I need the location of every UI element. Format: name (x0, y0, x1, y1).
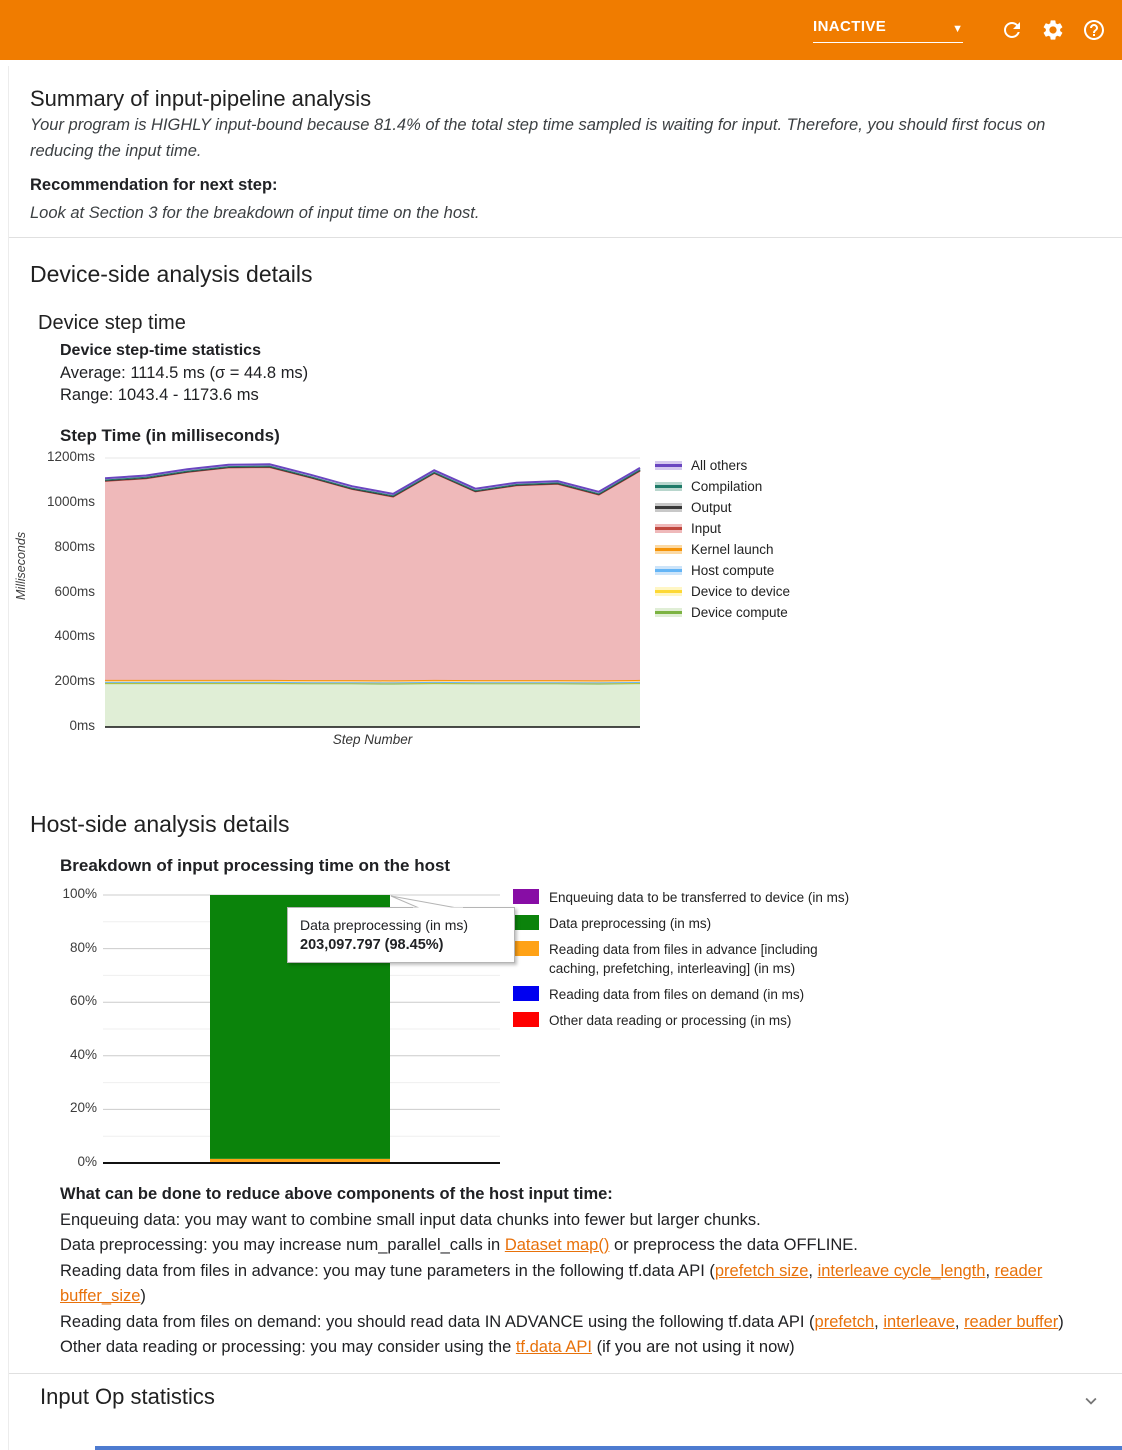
legend-item (655, 581, 790, 602)
legend-item (655, 539, 790, 560)
y-tick-label: 60% (69, 993, 97, 1009)
legend-label: Compilation (691, 479, 763, 494)
legend-item (513, 888, 853, 907)
legend-label: All others (691, 458, 748, 473)
run-status-select[interactable] (813, 18, 963, 43)
section-divider (9, 237, 1122, 238)
app-bar (0, 0, 1122, 60)
legend-item (513, 940, 853, 978)
legend-swatch (655, 503, 682, 512)
summary-title: Summary of input-pipeline analysis (30, 86, 372, 111)
tooltip-value: 203,097.797 (98.45%) (300, 937, 444, 953)
step-chart-x-axis-label: Step Number (332, 732, 413, 747)
legend-item (513, 914, 853, 933)
y-tick-label: 1000ms (46, 493, 95, 509)
legend-item (655, 497, 790, 518)
advice-line: Data preprocessing: you may increase num_parallel_calls in Dataset map() or preprocess the data OFFLINE. (60, 1236, 858, 1254)
recommendation-text: Look at Section 3 for the breakdown of input time on the host. (30, 204, 480, 222)
legend-swatch (655, 524, 682, 533)
advice-lines (60, 1208, 1076, 1361)
legend-swatch (513, 1012, 539, 1027)
legend-label: Input (691, 521, 722, 536)
doc-link[interactable]: prefetch (814, 1312, 875, 1331)
step-chart-y-axis-label: Milliseconds (14, 531, 28, 600)
y-tick-label: 80% (69, 939, 97, 955)
legend-label: Other data reading or processing (in ms) (549, 1013, 792, 1028)
legend-item (513, 985, 853, 1004)
legend-swatch (655, 482, 682, 491)
legend-label: Reading data from files on demand (in ms) (549, 987, 805, 1002)
device-stats-range: Range: 1043.4 - 1173.6 ms (60, 386, 259, 404)
step-chart-legend (655, 455, 790, 623)
doc-link[interactable]: prefetch size (714, 1261, 809, 1280)
host-chart-y-ticks (40, 888, 97, 1178)
device-section-title: Device-side analysis details (30, 261, 313, 287)
refresh-icon[interactable] (1000, 18, 1024, 42)
legend-label: Enqueuing data to be transferred to device (in ms) (549, 890, 850, 905)
y-tick-label: 600ms (54, 583, 95, 599)
legend-swatch (655, 566, 682, 575)
y-tick-label: 400ms (54, 628, 95, 644)
advice-line: Reading data from files on demand: you should read data IN ADVANCE using the following tf.data API (prefetch, interleave, reader buffer) (60, 1312, 1064, 1331)
tooltip-series-name: Data preprocessing (in ms) (300, 917, 469, 933)
legend-label: Device compute (691, 605, 788, 620)
help-icon[interactable] (1082, 18, 1106, 42)
legend-swatch (655, 461, 682, 470)
legend-item (513, 1011, 853, 1030)
host-chart-title: Breakdown of input processing time on the host (60, 856, 451, 875)
advice-line: Reading data from files in advance: you may tune parameters in the following tf.data API (prefetch size, interleave cycle_length, reader buffer_size) (60, 1261, 1043, 1305)
device-stats-average: Average: 1114.5 ms (σ = 44.8 ms) (60, 364, 309, 382)
summary-body: Your program is HIGHLY input-bound because 81.4% of the total step time sampled is waiting for input. Therefore, you should first focus on reducing the input time. (30, 116, 1046, 160)
y-tick-label: 0% (77, 1154, 97, 1169)
section-divider (9, 1373, 1122, 1374)
doc-link[interactable]: tf.data API (515, 1338, 592, 1356)
host-chart-legend (513, 888, 853, 1037)
legend-swatch (513, 889, 539, 904)
input-op-table-header-edge (95, 1446, 1122, 1450)
input-op-section-title: Input Op statistics (40, 1384, 215, 1409)
legend-label: Data preprocessing (in ms) (549, 916, 712, 931)
legend-item (655, 602, 790, 623)
advice-line: Other data reading or processing: you may consider using the tf.data API (if you are not using it now) (60, 1338, 795, 1356)
legend-label: Device to device (691, 584, 791, 599)
host-section-title: Host-side analysis details (30, 811, 290, 837)
y-tick-label: 1200ms (46, 449, 95, 464)
host-breakdown-chart (0, 888, 1122, 1198)
legend-swatch (655, 608, 682, 617)
doc-link[interactable]: interleave (883, 1312, 955, 1331)
legend-label: Host compute (691, 563, 775, 578)
device-stats-title: Device step-time statistics (60, 342, 261, 359)
device-step-time-title: Device step time (38, 312, 186, 334)
y-tick-label: 40% (69, 1046, 97, 1062)
step-chart-title: Step Time (in milliseconds) (60, 426, 280, 445)
doc-link[interactable]: interleave cycle_length (817, 1261, 986, 1280)
recommendation-label: Recommendation for next step: (30, 176, 278, 194)
settings-gear-icon[interactable] (1041, 18, 1065, 42)
doc-link[interactable]: reader buffer (964, 1312, 1059, 1331)
legend-swatch (513, 941, 539, 956)
tooltip-pointer (383, 895, 463, 909)
legend-swatch (513, 915, 539, 930)
legend-label: Kernel launch (691, 542, 774, 557)
step-time-chart (0, 450, 1122, 770)
y-tick-label: 200ms (54, 673, 95, 689)
run-status-label: INACTIVE (813, 17, 887, 35)
legend-item (655, 455, 790, 476)
step-chart-plot-area[interactable] (105, 450, 642, 740)
legend-item (655, 518, 790, 539)
dropdown-caret-icon: ▼ (952, 22, 963, 35)
step-chart-y-ticks (30, 450, 95, 740)
doc-link[interactable]: reader buffer_size (60, 1261, 1043, 1305)
chart-tooltip (287, 907, 515, 963)
legend-item (655, 560, 790, 581)
doc-link[interactable]: Dataset map() (504, 1236, 610, 1254)
legend-swatch (655, 587, 682, 596)
host-advice-block (60, 1182, 1076, 1361)
y-tick-label: 0ms (69, 718, 95, 733)
y-tick-label: 20% (69, 1100, 97, 1116)
legend-label: Output (691, 500, 732, 515)
legend-label: Reading data from files in advance [including caching, prefetching, interleaving] (in ms) (549, 942, 818, 976)
advice-line: Enqueuing data: you may want to combine small input data chunks into fewer but larger chunks. (60, 1210, 761, 1229)
y-tick-label: 100% (62, 886, 97, 901)
legend-swatch (513, 986, 539, 1001)
advice-title: What can be done to reduce above components of the host input time: (60, 1185, 613, 1203)
chevron-down-icon[interactable] (1080, 1390, 1102, 1412)
legend-swatch (655, 545, 682, 554)
y-tick-label: 800ms (54, 538, 95, 554)
legend-item (655, 476, 790, 497)
